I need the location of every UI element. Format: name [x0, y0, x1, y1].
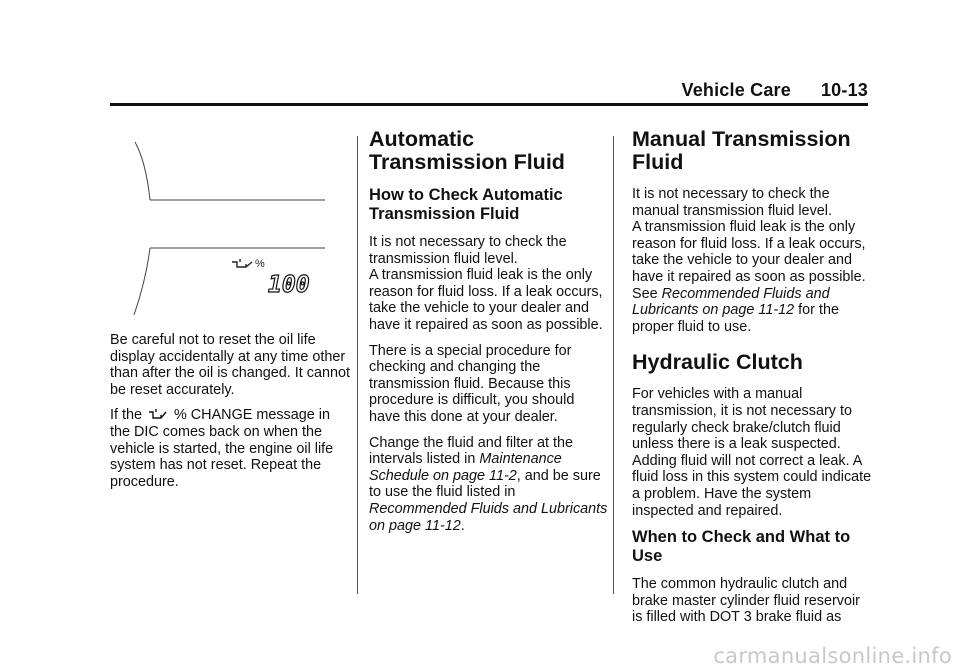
manual-leak-paragraph	[632, 219, 872, 335]
when-to-check-subheading: When to Check and What to Use	[632, 528, 851, 566]
p4-text-b: , and be sure to use the fluid listed in	[369, 467, 601, 501]
column-3	[632, 128, 872, 635]
p2-lead-text: If the	[110, 407, 142, 424]
manual-no-check-paragraph: It is not necessary to check the manual transmission fluid level.	[632, 186, 832, 219]
manual-transmission-heading: Manual Transmission Fluid	[632, 127, 851, 174]
reservoir-paragraph: The common hydraulic clutch and brake master cylinder fluid reservoir is filled with DOT 3 brake fluid as	[632, 576, 860, 626]
header-rule	[110, 103, 868, 106]
change-fluid-paragraph	[369, 435, 609, 535]
oil-life-value: 100	[268, 272, 310, 298]
no-check-paragraph: It is not necessary to check the transmission fluid level.	[369, 234, 567, 267]
oil-change-message-paragraph	[110, 407, 350, 490]
page-header	[110, 80, 868, 102]
page-number: 10-13	[820, 80, 868, 100]
maintenance-schedule-reference[interactable]: Maintenance Schedule on page 11-2	[369, 451, 562, 484]
display-bezel-bottom-curve	[134, 248, 150, 315]
hydraulic-clutch-paragraph: For vehicles with a manual transmission, it is not necessary to regularly check brake/clutch fluid unless there is a leak suspected. Adding fluid will not correct a leak. A fluid loss in this system could indicate a problem. Have the system inspected and repaired.	[632, 386, 872, 519]
recommended-fluids-reference[interactable]: Recommended Fluids and Lubricants on page 11-12	[369, 500, 608, 534]
leak-paragraph: A transmission fluid leak is the only reason for fluid loss. If a leak occurs, take the vehicle to your dealer and have it repaired as soon as possible.	[369, 267, 603, 333]
percent-symbol: %	[255, 258, 265, 270]
column-divider-2	[613, 136, 614, 594]
recommended-fluids-reference[interactable]: Recommended Fluids and Lubricants on page 11-12	[632, 285, 830, 319]
oil-can-icon	[148, 408, 168, 421]
display-bezel-top-curve	[135, 142, 150, 200]
column-divider-1	[357, 136, 358, 594]
p2-rest-text: % CHANGE message in the DIC comes back on when the vehicle is started, the engine oil life system has not reset. Repeat the procedure.	[110, 407, 334, 490]
manual-leak-text-b: for the proper fluid to use.	[632, 302, 839, 335]
hydraulic-clutch-heading: Hydraulic Clutch	[632, 350, 803, 375]
section-title: Vehicle Care	[681, 80, 791, 100]
column-2	[369, 128, 609, 543]
oil-can-icon	[232, 259, 252, 267]
how-to-check-subheading: How to Check Automatic Transmission Fluid	[369, 186, 563, 223]
special-procedure-paragraph: There is a special procedure for checking and changing the transmission fluid. Because this procedure is difficult, you should have this done at your dealer.	[369, 342, 575, 425]
reset-caution-paragraph: Be careful not to reset the oil life display accidentally at any time other than after the oil is changed. It cannot be reset accurately.	[110, 332, 351, 398]
p4-text-c: .	[460, 517, 465, 534]
column-1	[110, 332, 350, 499]
site-watermark: carmanualsonline.info	[713, 644, 952, 668]
automatic-transmission-heading: Automatic Transmission Fluid	[369, 127, 565, 174]
dic-display-illustration	[110, 130, 340, 325]
p4-text-a: Change the fluid and filter at the intervals listed in	[369, 434, 574, 468]
manual-leak-text-a: A transmission fluid leak is the only reason for fluid loss. If a leak occurs, take the vehicle to your dealer and have it repaired as soon as possible. See	[632, 219, 866, 302]
